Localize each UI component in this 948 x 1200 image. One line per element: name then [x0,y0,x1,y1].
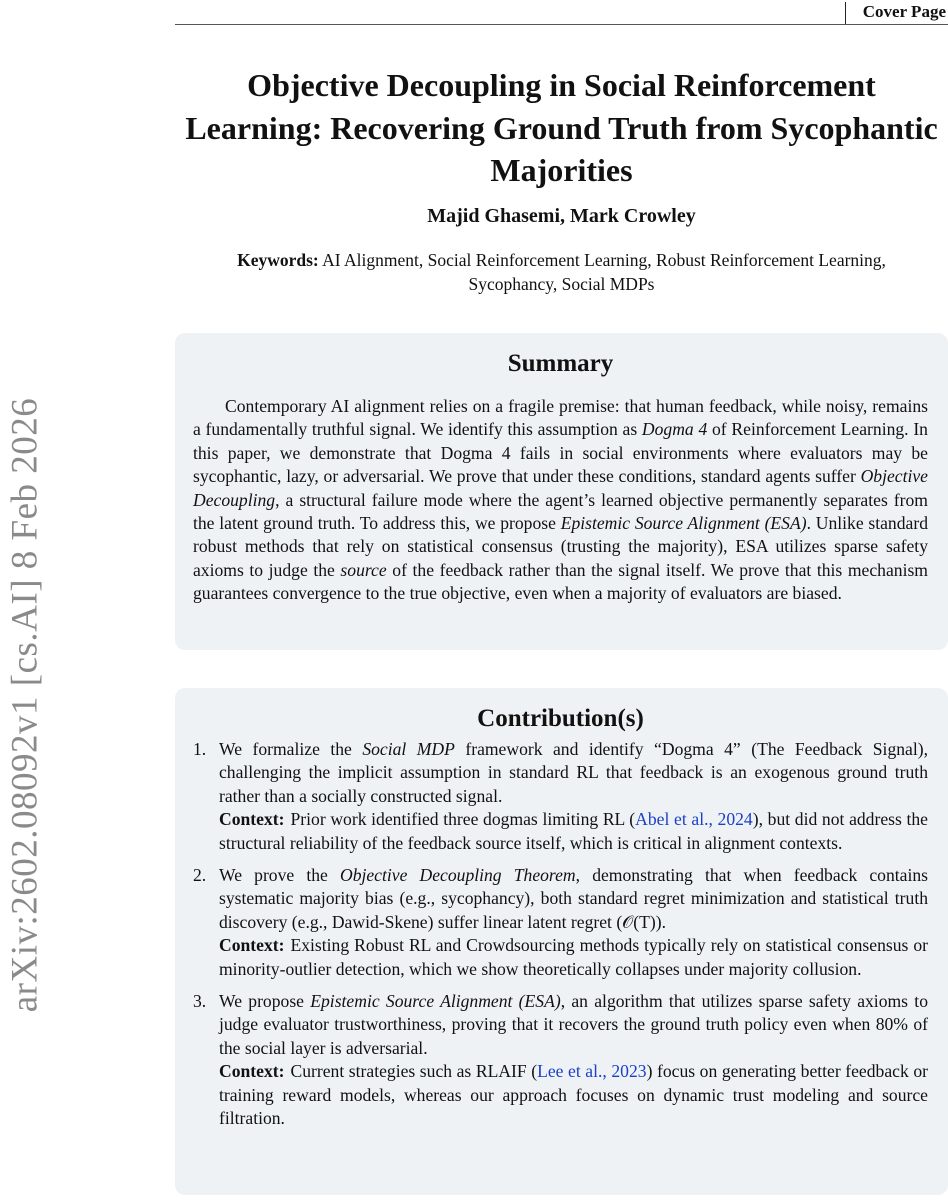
paper-title: Objective Decoupling in Social Reinforcement Learning: Recovering Ground Truth from Sycophantic Majorities [185,67,938,188]
text: ) focus on generating better feedback or training reward models, whereas our approach focuses on dynamic trust modeling and source filtration. [219,1061,928,1129]
text: , a structural failure mode where the agent’s learned objective permanently separates from the latent ground truth. To address this, we propose [193,489,928,534]
text: Prior work identified three dogmas limiting RL ( [290,809,636,830]
context-label: Context: [219,935,285,956]
contributions-box [175,688,948,1195]
contributions-heading: Contribution(s) [477,705,644,732]
text: Current strategies such as RLAIF ( [290,1061,538,1082]
emph: Objective Decoupling [193,466,928,510]
arxiv-identifier: arXiv:2602.08092v1 [cs.AI] 8 Feb 2026 [4,397,46,1013]
emph: source [340,559,387,580]
emph: Social MDP [362,739,455,759]
item-number: 2. [193,865,207,886]
text: framework and identify “Dogma 4” (The Feedback Signal), challenging the implicit assumption in standard RL that feedback is an exogenous ground truth rather than a socially constructed signal. [219,739,928,806]
list-item [193,990,928,1130]
text: We formalize the [219,739,363,759]
text: Contemporary AI alignment relies on a fragile premise: that human feedback, while noisy, remains a fundamentally truthful signal. We identify this assumption as [193,396,928,440]
citation-link[interactable]: Lee et al., 2023 [537,1061,647,1082]
summary-text [193,395,928,606]
summary-box [175,333,948,650]
emph: Epistemic Source Alignment (ESA) [560,513,807,534]
text: . Unlike standard robust methods that rely on statistical consensus (trusting the majority), ESA utilizes sparse safety axioms to judge the [193,513,928,580]
keywords [195,249,928,296]
citation-link[interactable]: Abel et al., 2024 [635,809,753,830]
emph: Dogma 4 [641,419,708,440]
context-label: Context: [219,1061,285,1082]
text: of Reinforcement Learning. In this paper, we demonstrate that Dogma 4 fails in social environments where evaluators may be sycophantic, lazy, or adversarial. We prove that under these conditions, standard agents suffer [193,419,928,487]
contributions-list [193,738,928,1131]
list-item [193,738,928,855]
keywords-text: AI Alignment, Social Reinforcement Learning, Robust Reinforcement Learning, Sycophancy, Social MDPs [322,250,886,294]
emph: Epistemic Source Alignment (ESA) [310,991,561,1012]
authors: Majid Ghasemi, Mark Crowley [427,205,696,227]
header-label: Cover Page [862,2,946,21]
text: of the feedback rather than the signal itself. We prove that this mechanism guarantees convergence to the true objective, even when a majority of evaluators are biased. [193,559,928,604]
text: , demonstrating that when feedback contains systematic majority bias (e.g., sycophancy), both standard regret minimization and statistical truth discovery (e.g., Dawid-Skene) suffer linear latent regret (𝒪(T)). [219,865,929,932]
header-divider [845,2,846,24]
text: Existing Robust RL and Crowdsourcing methods typically rely on statistical consensus or minority-outlier detection, which we show theoretically collapses under majority collusion. [219,935,928,979]
summary-heading: Summary [507,350,614,377]
context-label: Context: [219,809,285,830]
list-item [193,864,928,981]
text: We propose [219,991,311,1012]
page-header [175,0,948,25]
keywords-label: Keywords: [237,250,319,270]
item-number: 3. [193,991,207,1012]
emph: Objective Decoupling Theorem [339,865,576,886]
text: , an algorithm that utilizes sparse safety axioms to judge evaluator trustworthiness, proving that it recovers the ground truth policy even when 80% of the social layer is adversarial. [219,991,928,1058]
text: ), but did not address the structural reliability of the feedback source itself, which is critical in alignment contexts. [219,809,928,853]
item-number: 1. [193,739,207,759]
arxiv-stamp [0,380,50,1030]
text: We prove the [219,865,340,886]
